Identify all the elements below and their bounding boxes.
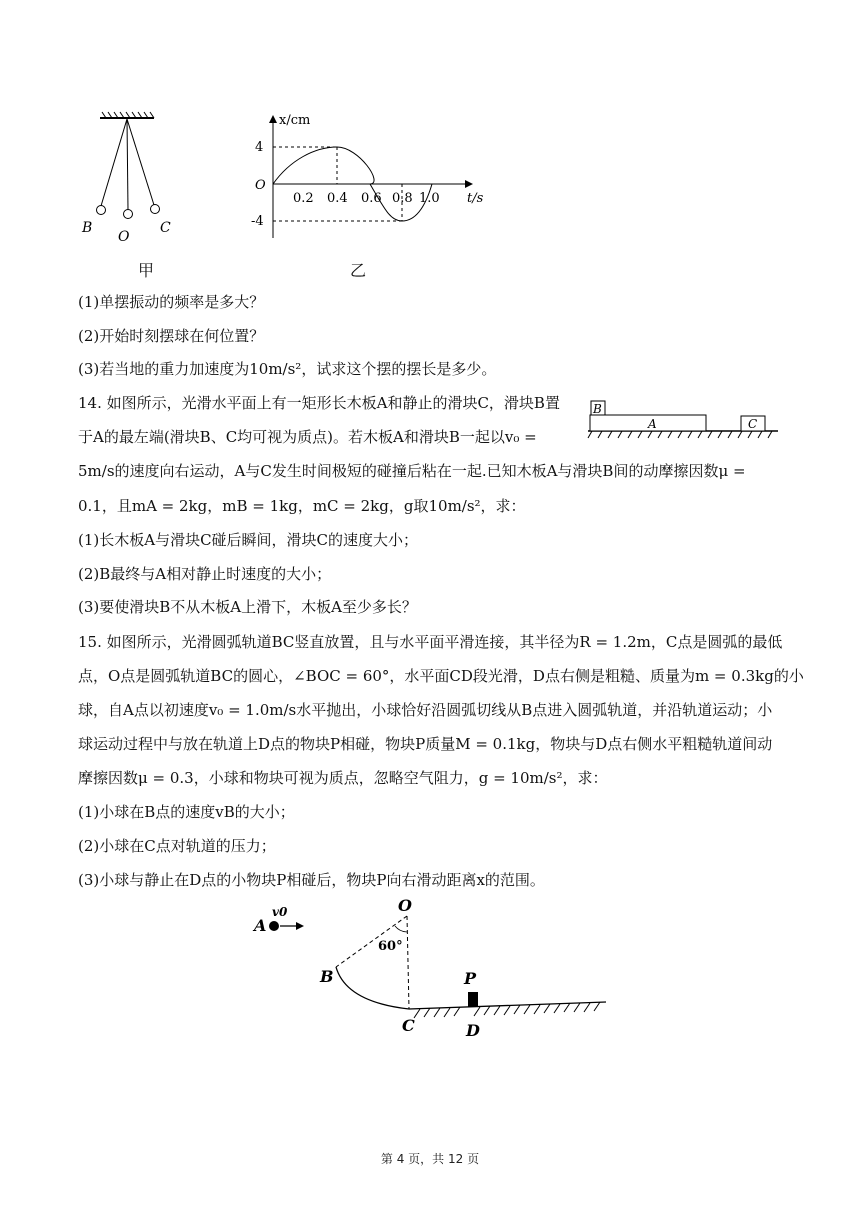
x-axis-label: t/s (467, 191, 484, 206)
q14-part-3: (3)要使滑块B不从木板A上滑下，木板A至少多长？ (78, 598, 417, 616)
q15-line-1: 15. 如图所示，光滑圆弧轨道BC竖直放置，且与水平面平滑连接，其半径为R = 1.2m，C点是圆弧的最低 (78, 633, 783, 651)
q14-part-2: (2)B最终与A相对静止时速度的大小； (78, 565, 332, 583)
arc-bc (336, 967, 409, 1009)
label-p: P (464, 969, 477, 988)
xt-graph (245, 110, 495, 240)
q15-part-1: (1)小球在B点的速度vB的大小； (78, 803, 295, 821)
ball-b (97, 206, 106, 215)
label-a: A (648, 417, 657, 431)
pendulum-figure (78, 110, 188, 250)
q13-part-3: (3)若当地的重力加速度为10m/s²，试求这个摆的摆长是多少。 (78, 360, 497, 378)
block-p (468, 992, 478, 1007)
label-v0: v0 (272, 905, 288, 919)
label-a: A (254, 916, 267, 935)
q15-line-5: 摩擦因数μ = 0.3，小球和物块可视为质点，忽略空气阻力，g = 10m/s²，求： (78, 769, 608, 787)
ball-c (151, 205, 160, 214)
label-c: C (748, 417, 758, 431)
q15-line-2: 点，O点是圆弧轨道BC的圆心，∠BOC = 60°，水平面CD段光滑，D点右侧是粗糙、质量为m = 0.3kg的小 (78, 667, 804, 685)
label-60: 60° (378, 939, 403, 954)
ball-a (269, 921, 279, 931)
q15-line-4: 球运动过程中与放在轨道上D点的物块P相碰，物块P质量M = 0.1kg，物块与D点右侧水平粗糙轨道间动 (78, 735, 773, 753)
origin-label: O (255, 178, 266, 193)
q13-part-1: (1)单摆振动的频率是多大？ (78, 293, 265, 311)
q15-part-2: (2)小球在C点对轨道的压力； (78, 837, 276, 855)
page-footer: 第 4 页，共 12 页 (380, 1152, 480, 1166)
blocks-figure (586, 398, 782, 444)
y-tick-neg4: -4 (251, 214, 264, 229)
y-tick-4: 4 (255, 140, 264, 155)
label-b: B (82, 220, 93, 236)
x-tick-1.0: 1.0 (419, 191, 440, 206)
q14-line-3: 5m/s的速度向右运动，A与C发生时间极短的碰撞后粘在一起.已知木板A与滑块B间的动摩擦因数μ = (78, 462, 746, 480)
label-b: B (320, 967, 334, 986)
label-c: C (160, 220, 171, 236)
q14-line-4: 0.1，且mA = 2kg，mB = 1kg，mC = 2kg，g取10m/s²，求： (78, 497, 526, 515)
label-o: O (398, 896, 412, 915)
label-d: D (466, 1021, 480, 1040)
q13-part-2: (2)开始时刻摆球在何位置？ (78, 327, 265, 345)
figure-yi-label: 乙 (350, 261, 367, 280)
q14-line-2: 于A的最左端(滑块B、C均可视为质点)。若木板A和滑块B一起以v₀ = (78, 428, 537, 446)
x-tick-0.2: 0.2 (293, 191, 314, 206)
figure-jia-label: 甲 (138, 261, 155, 280)
label-b: B (593, 402, 602, 416)
arc-track-figure (250, 892, 610, 1042)
x-tick-0.6: 0.6 (361, 191, 382, 206)
label-c: C (402, 1016, 415, 1035)
x-tick-0.4: 0.4 (327, 191, 348, 206)
q14-line-1: 14. 如图所示，光滑水平面上有一矩形长木板A和静止的滑块C，滑块B置 (78, 394, 560, 412)
y-axis-label: x/cm (279, 113, 311, 128)
label-o: O (118, 229, 130, 245)
q14-part-1: (1)长木板A与滑块C碰后瞬间，滑块C的速度大小； (78, 531, 419, 549)
q15-part-3: (3)小球与静止在D点的小物块P相碰后，物块P向右滑动距离x的范围。 (78, 871, 545, 889)
q15-line-3: 球，自A点以初速度v₀ = 1.0m/s水平抛出，小球恰好沿圆弧切线从B点进入圆弧轨道，并沿轨道运动；小 (78, 701, 773, 719)
x-tick-0.8: 0.8 (392, 191, 413, 206)
ball-o (124, 210, 133, 219)
